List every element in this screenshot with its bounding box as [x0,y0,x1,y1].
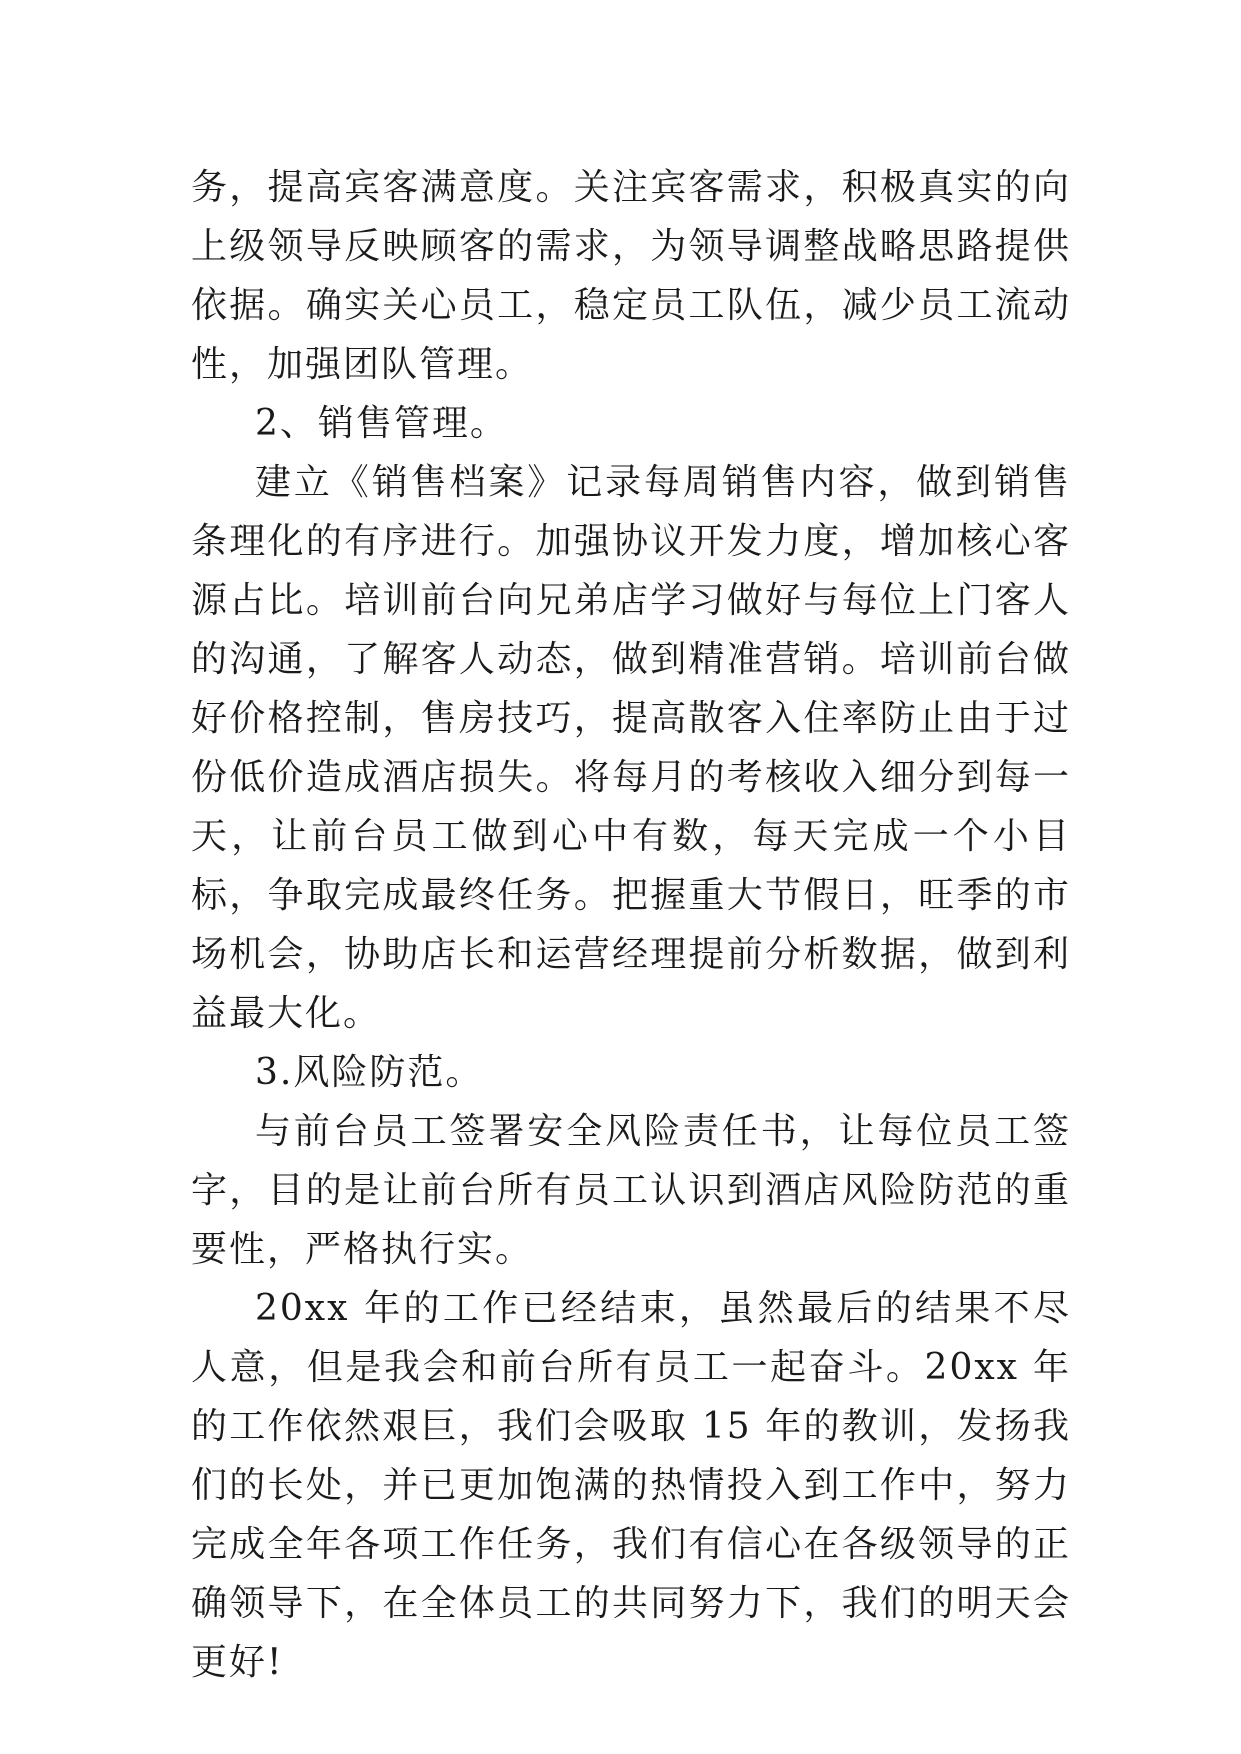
document-body [191,158,1071,1692]
paragraph-risk: 与前台员工签署安全风险责任书，让每位员工签字，目的是让前台所有员工认识到酒店风险防范的重要性，严格执行实。 [191,1111,1071,1270]
paragraph-conclusion: 20xx 年的工作已经结束，虽然最后的结果不尽人意，但是我会和前台所有员工一起奋斗。20xx 年的工作依然艰巨，我们会吸取 15 年的教训，发扬我们的长处，并已更加饱满的热情投入到工作中，努力完成全年各项工作任务，我们有信心在各级领导的正确领导下，在全体员工的共同努力下，我们的明天会更好! [191,1288,1071,1683]
section-heading-risk: 3.风险防范。 [255,1052,484,1093]
paragraph-continued: 务，提高宾客满意度。关注宾客需求，积极真实的向上级领导反映顾客的需求，为领导调整战略思路提供依据。确实关心员工，稳定员工队伍，减少员工流动性，加强团队管理。 [191,167,1071,385]
section-heading-sales: 2、销售管理。 [255,403,508,444]
paragraph-sales: 建立《销售档案》记录每周销售内容，做到销售条理化的有序进行。加强协议开发力度，增加核心客源占比。培训前台向兄弟店学习做好与每位上门客人的沟通，了解客人动态，做到精准营销。培训前台做好价格控制，售房技巧，提高散客入住率防止由于过份低价造成酒店损失。将每月的考核收入细分到每一天，让前台员工做到心中有数，每天完成一个小目标，争取完成最终任务。把握重大节假日，旺季的市场机会，协助店长和运营经理提前分析数据，做到利益最大化。 [191,462,1071,1034]
